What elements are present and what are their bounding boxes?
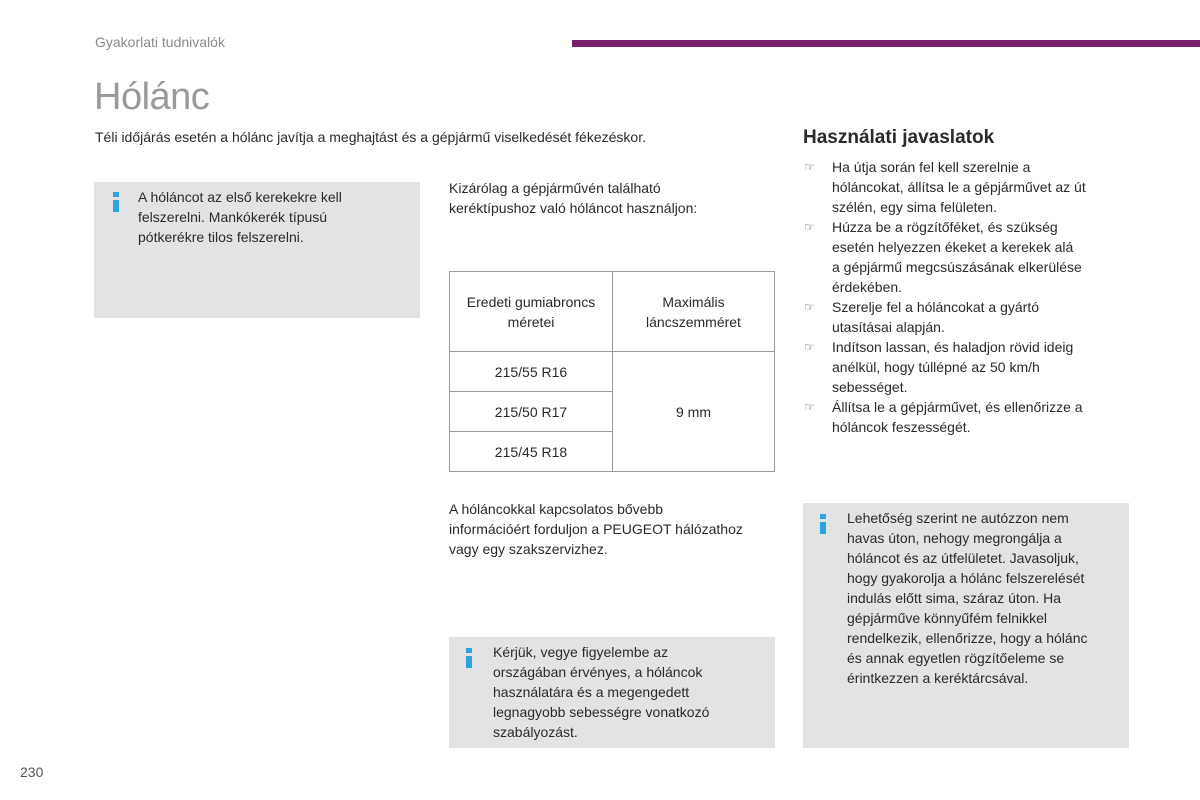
tire-size-table <box>449 271 775 472</box>
info-icon <box>466 648 472 668</box>
intro-text: Téli időjárás esetén a hólánc javítja a meghajtást és a gépjármű viselkedését fékezéskor. <box>95 129 646 145</box>
table-cell-tire-size: 215/45 R18 <box>450 432 613 472</box>
header-accent-bar <box>572 40 1200 47</box>
info-box-usage-advice <box>803 503 1129 748</box>
table-header-tire-size: Eredeti gumiabroncs méretei <box>450 272 613 352</box>
tips-heading: Használati javaslatok <box>803 127 995 148</box>
page-title: Hólánc <box>94 76 210 118</box>
info-box-text: A hóláncot az első kerekekre kell felszerelni. Mankókerék típusú pótkerékre tilos felszerelni. <box>138 189 342 245</box>
table-header-row <box>450 272 775 352</box>
list-item: ☞ Húzza be a rögzítőféket, és szükség esetén helyezzen ékeket a kerekek alá a gépjármű megcsúszásának elkerülése érdekében. <box>804 219 1082 295</box>
info-icon <box>820 514 826 534</box>
table-cell-max-link: 9 mm <box>613 352 775 472</box>
info-box-text: Kérjük, vegye figyelembe az országában érvényes, a hóláncok használatára és a megengedett legnagyobb sebességre vonatkozó szabályozást. <box>493 644 710 740</box>
tips-list <box>803 157 1123 437</box>
list-item: ☞ Ha útja során fel kell szerelnie a hóláncokat, állítsa le a gépjárművet az út szélén, egy sima felületen. <box>804 159 1086 215</box>
page-number: 230 <box>20 764 44 780</box>
table-cell-tire-size: 215/50 R17 <box>450 392 613 432</box>
table-header-max-link: Maximális láncszemméret <box>613 272 775 352</box>
section-label: Gyakorlati tudnivalók <box>95 34 225 50</box>
info-box-text: Lehetőség szerint ne autózzon nem havas úton, nehogy megrongálja a hóláncot és az útfelületet. Javasoljuk, hogy gyakorolja a hólánc felszerelését indulás előtt sima, száraz úton. Ha gépjárműve könnyűfém felnikkel rendelkezik, ellenőrizze, hogy a hólánc és annak egyetlen rögzítőeleme se érintkezzen a keréktárcsával. <box>847 510 1088 686</box>
pointing-hand-icon: ☞ <box>804 220 815 234</box>
pointing-hand-icon: ☞ <box>804 300 815 314</box>
info-box-regulations <box>449 637 775 748</box>
list-item: ☞ Szerelje fel a hóláncokat a gyártó utasításai alapján. <box>804 299 1040 335</box>
list-item: ☞ Állítsa le a gépjárművet, és ellenőrizze a hóláncok feszességét. <box>804 399 1083 435</box>
info-box-front-wheels <box>94 182 420 318</box>
pointing-hand-icon: ☞ <box>804 160 815 174</box>
info-icon <box>113 192 119 212</box>
table-cell-tire-size: 215/55 R16 <box>450 352 613 392</box>
pointing-hand-icon: ☞ <box>804 400 815 414</box>
more-info-text: A hóláncokkal kapcsolatos bővebb információért forduljon a PEUGEOT hálózathoz vagy egy szakszervizhez. <box>449 501 743 557</box>
list-item: ☞ Indítson lassan, és haladjon rövid ideig anélkül, hogy túllépné az 50 km/h sebességet. <box>804 339 1074 395</box>
usage-instruction: Kizárólag a gépjárművén található keréktípushoz való hóláncot használjon: <box>449 180 698 216</box>
pointing-hand-icon: ☞ <box>804 340 815 354</box>
table-row <box>450 352 775 392</box>
